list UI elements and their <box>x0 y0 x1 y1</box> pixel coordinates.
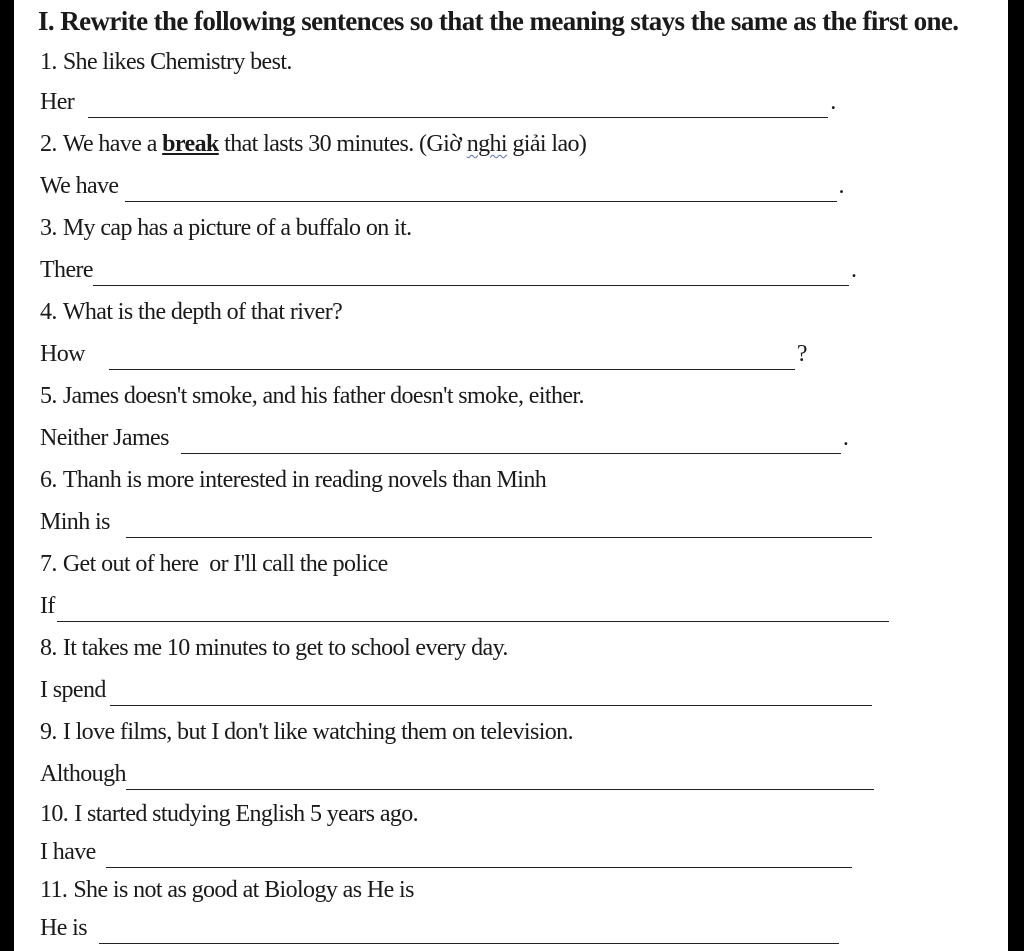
answer-starter: If <box>40 593 55 619</box>
question-number: 1. <box>40 49 57 75</box>
answer-starter: We have <box>40 173 119 199</box>
answer-1 <box>40 86 836 118</box>
answer-end-punct: ? <box>796 341 807 367</box>
answer-blank-6[interactable] <box>126 513 872 538</box>
answer-blank-11[interactable] <box>99 919 839 944</box>
answer-blank-8[interactable] <box>110 681 872 706</box>
answer-blank-10[interactable] <box>106 843 852 868</box>
answer-7 <box>40 590 891 622</box>
answer-starter: Neither James <box>40 425 169 451</box>
answer-9 <box>40 758 876 790</box>
worksheet <box>14 0 1008 951</box>
answer-end-punct: . <box>838 173 844 199</box>
question-sentence-part: that lasts 30 minutes. (Giờ <box>224 131 462 157</box>
question-number: 9. <box>40 719 57 745</box>
question-10 <box>40 798 418 830</box>
question-number: 5. <box>40 383 57 409</box>
question-sentence-part: giải lao) <box>512 131 587 157</box>
question-number: 3. <box>40 215 57 241</box>
answer-starter: How <box>40 341 85 367</box>
answer-2 <box>40 170 844 202</box>
answer-8 <box>40 674 874 706</box>
answer-starter: Although <box>40 761 126 787</box>
question-sentence: I love films, but I don't like watching them on television. <box>62 719 573 745</box>
question-number: 11. <box>40 877 68 903</box>
answer-6 <box>40 506 874 538</box>
answer-blank-9[interactable] <box>126 765 874 790</box>
spellcheck-word: nghi <box>466 131 507 157</box>
answer-blank-5[interactable] <box>181 429 841 454</box>
answer-end-punct: . <box>842 425 849 451</box>
answer-4 <box>40 338 807 370</box>
question-number: 7. <box>40 551 57 577</box>
question-sentence: She likes Chemistry best. <box>62 49 292 75</box>
answer-blank-1[interactable] <box>88 93 828 118</box>
question-number: 4. <box>40 299 57 325</box>
question-sentence: It takes me 10 minutes to get to school every day. <box>62 635 508 661</box>
question-sentence: I started studying English 5 years ago. <box>74 801 419 827</box>
question-11 <box>40 874 414 906</box>
question-5 <box>40 380 584 412</box>
answer-11 <box>40 912 841 944</box>
answer-blank-2[interactable] <box>125 177 837 202</box>
answer-starter: I spend <box>40 677 106 703</box>
underlined-word: break <box>162 131 219 157</box>
question-4 <box>40 296 342 328</box>
answer-3 <box>40 254 856 286</box>
question-sentence: Thanh is more interested in reading novels than Minh <box>62 467 547 493</box>
answer-5 <box>40 422 848 454</box>
question-sentence-part: We have a <box>62 131 157 157</box>
question-2 <box>40 128 586 160</box>
question-number: 8. <box>40 635 57 661</box>
question-1 <box>40 46 292 78</box>
answer-10 <box>40 836 854 868</box>
question-sentence: James doesn't smoke, and his father doesn't smoke, either. <box>62 383 584 409</box>
answer-starter: There <box>40 257 93 283</box>
question-sentence: My cap has a picture of a buffalo on it. <box>62 215 412 241</box>
answer-starter: Minh is <box>40 509 110 535</box>
question-sentence: She is not as good at Biology as He is <box>73 877 414 903</box>
exercise-title: I. Rewrite the following sentences so that the meaning stays the same as the first one. <box>38 6 959 36</box>
question-sentence: What is the depth of that river? <box>62 299 343 325</box>
question-number: 10. <box>40 801 69 827</box>
question-number: 2. <box>40 131 57 157</box>
question-9 <box>40 716 573 748</box>
answer-blank-3[interactable] <box>93 261 849 286</box>
answer-starter: I have <box>40 839 96 865</box>
answer-end-punct: . <box>830 89 836 115</box>
answer-blank-7[interactable] <box>57 597 889 622</box>
question-sentence: Get out of here or I'll call the police <box>62 551 388 577</box>
answer-blank-4[interactable] <box>109 345 795 370</box>
question-number: 6. <box>40 467 57 493</box>
question-7 <box>40 548 388 580</box>
question-8 <box>40 632 508 664</box>
answer-end-punct: . <box>850 257 857 283</box>
answer-starter: He is <box>40 915 87 941</box>
question-6 <box>40 464 546 496</box>
answer-starter: Her <box>40 89 75 115</box>
question-3 <box>40 212 412 244</box>
